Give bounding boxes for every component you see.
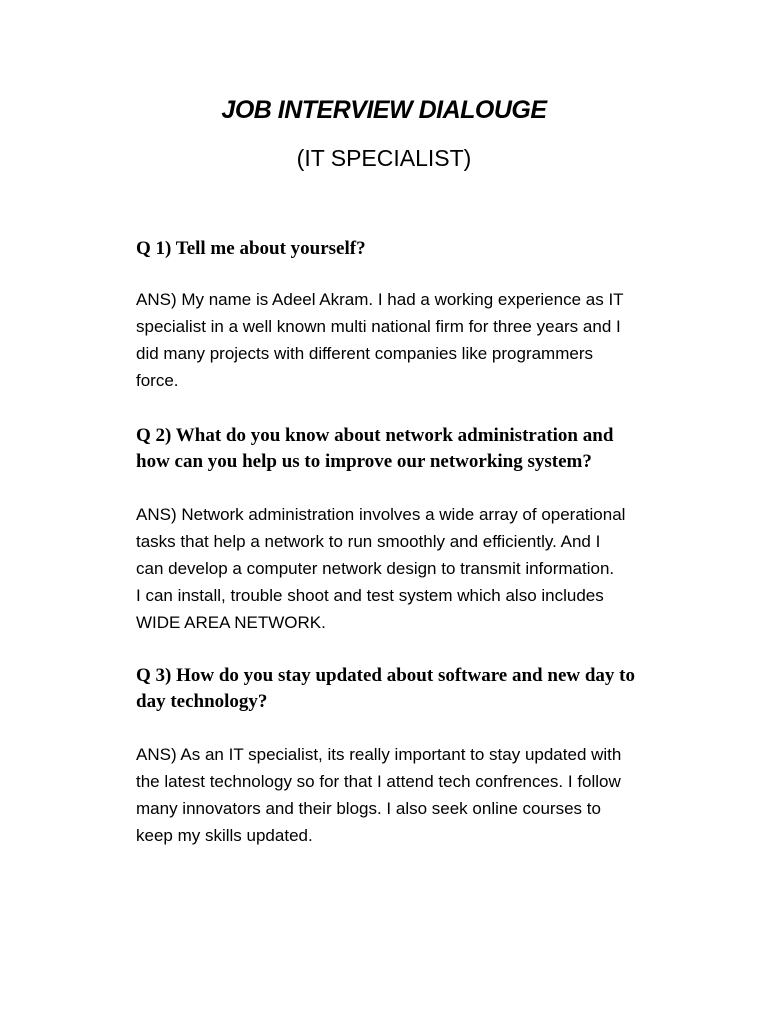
answer-line: I can install, trouble shoot and test system which also includes: [136, 586, 604, 605]
answer-3: [136, 741, 696, 849]
answer-line: WIDE AREA NETWORK.: [136, 613, 326, 632]
question-line: Q 1) Tell me about yourself?: [136, 238, 366, 259]
document-title: JOB INTERVIEW DIALOUGE: [221, 96, 547, 124]
question-1: [136, 236, 696, 262]
answer-line: ANS) Network administration involves a wide array of operational: [136, 505, 626, 524]
question-line: day technology?: [136, 691, 268, 712]
answer-line: tasks that help a network to run smoothly and efficiently. And I: [136, 532, 601, 551]
question-3: [136, 663, 696, 715]
question-2: [136, 423, 696, 475]
answer-line: the latest technology so for that I attend tech confrences. I follow: [136, 772, 621, 791]
document-subtitle: (IT SPECIALIST): [296, 145, 472, 171]
question-line: how can you help us to improve our networking system?: [136, 451, 592, 472]
answer-line: specialist in a well known multi national firm for three years and I: [136, 317, 621, 336]
answer-line: ANS) As an IT specialist, its really important to stay updated with: [136, 745, 622, 764]
answer-line: force.: [136, 371, 179, 390]
answer-2: [136, 501, 696, 636]
question-line: Q 2) What do you know about network administration and: [136, 425, 614, 446]
answer-line: can develop a computer network design to transmit information.: [136, 559, 615, 578]
question-line: Q 3) How do you stay updated about software and new day to: [136, 665, 635, 686]
answer-1: [136, 286, 696, 394]
answer-line: ANS) My name is Adeel Akram. I had a working experience as IT: [136, 290, 624, 309]
answer-line: many innovators and their blogs. I also seek online courses to: [136, 799, 601, 818]
answer-line: did many projects with different companies like programmers: [136, 344, 593, 363]
answer-line: keep my skills updated.: [136, 826, 313, 845]
